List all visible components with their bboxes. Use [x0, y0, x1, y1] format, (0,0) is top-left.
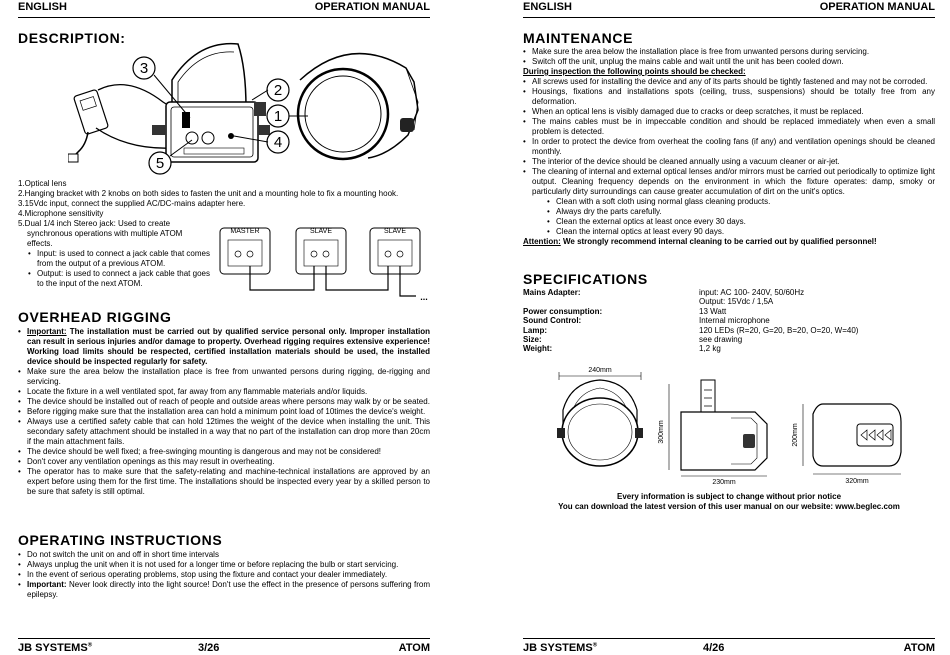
cleaning-item: • Clean the internal optics at least every 90 days.: [547, 227, 935, 237]
attention-note: Attention: We strongly recommend internal cleaning to be carried out by qualified personnel!: [523, 237, 877, 246]
operating-list: [18, 550, 430, 600]
callout-5: 5: [155, 155, 165, 172]
product-illustration: [68, 40, 430, 176]
maintenance-item: • Make sure the area below the installation place is free from unwanted persons during servicing.: [523, 47, 935, 57]
cleaning-item: • Always dry the parts carefully.: [547, 207, 935, 217]
page-footer: [523, 638, 935, 655]
chain-label-slave-1: SLAVE: [309, 228, 333, 235]
callout-2-icon: [252, 79, 289, 101]
footer-page-number: 3/26: [198, 642, 220, 654]
header-language: ENGLISH: [523, 1, 572, 13]
desc-sub-output: • Output: is used to connect a jack cable that goes to the input of the next ATOM.: [28, 269, 210, 289]
callout-2: 2: [273, 82, 283, 99]
spec-row: Lamp: 120 LEDs (R=20, G=20, B=20, O=20, W=40): [523, 325, 859, 335]
dim-top-width: 320mm: [845, 478, 869, 485]
spec-row: Power consumption: 13 Watt: [523, 306, 727, 316]
page-footer: [18, 638, 430, 655]
page-left: [18, 0, 430, 654]
footer-brand: JB SYSTEMS®: [523, 642, 598, 654]
footer-product: ATOM: [903, 642, 935, 654]
footer-page-number: 4/26: [703, 642, 725, 654]
spec-row: Sound Control: Internal microphone: [523, 316, 770, 326]
operating-important: • Important: Never look directly into the light source! Don't use the effect in the presence of persons suffering from epilepsy.: [18, 580, 430, 600]
header-title: OPERATION MANUAL: [819, 1, 935, 13]
description-heading: DESCRIPTION:: [18, 30, 126, 46]
rigging-important: • Important: The installation must be carried out by qualified service personal only. Improper installation can result in serious injuries and/or damage to property. Overhead rigging requires extensive experience! Working load limits should be respected, certified installation materials should be used, the installed device should be inspected regularly for safety.: [18, 327, 430, 367]
callout-1: 1: [273, 108, 283, 125]
maintenance-item: • Switch off the unit, unplug the mains cable and wait until the unit has been cooled down.: [523, 57, 935, 67]
rigging-item: • Don't cover any ventilation openings as this may result in overheating.: [18, 457, 430, 467]
side-view-icon: [658, 380, 767, 486]
callout-4: 4: [273, 134, 283, 151]
spec-row: Size: see drawing: [523, 334, 743, 344]
inspection-heading: During inspection the following points should be checked:: [523, 67, 746, 76]
maintenance-heading: MAINTENANCE: [523, 30, 634, 46]
desc-item-5-cont: synchronous operations with multiple ATOM effects.: [27, 229, 183, 248]
inspection-item: • In order to protect the device from overheat the cooling fans (if any) and ventilation openings should be cleaned monthly.: [523, 137, 935, 157]
page-right: [523, 0, 935, 654]
footer-brand: JB SYSTEMS®: [18, 642, 93, 654]
maintenance-list: [523, 47, 935, 247]
rigging-item: • The device should be well fixed; a free-swinging mounting is dangerous and may not be considered!: [18, 447, 430, 457]
chain-master-icon: [220, 228, 270, 274]
front-view-icon: [557, 367, 643, 466]
inspection-item: • The cleaning of internal and external optical lenses and/or mirrors must be carried out periodically to optimize light output. Cleaning frequency depends on the environment in which the fixture operates: damp, smoky or particularly dirty surroundings can cause greater accumulation of dirt on the unit's optics.: [523, 167, 935, 197]
rigging-item: • The operator has to make sure that the safety-relating and machine-technical installations are approved by an expert before using them for the first time. The installations should be inspected every year by a skilled person to be sure that safety is still optimal.: [18, 467, 430, 497]
inspection-item: • The interior of the device should be cleaned annually using a vacuum cleaner or air-jet.: [523, 157, 935, 167]
notice-download: You can download the latest version of this user manual on our website: www.beglec.com: [558, 502, 900, 511]
spec-row: Mains Adapter: input: AC 100- 240V, 50/60Hz: [523, 288, 805, 297]
page-header: [18, 0, 430, 18]
operating-heading: OPERATING INSTRUCTIONS: [18, 532, 223, 548]
operating-item: • Always unplug the unit when it is not used for a longer time or before replacing the bulb or start servicing.: [18, 560, 430, 570]
header-language: ENGLISH: [18, 1, 67, 13]
dim-side-width: 230mm: [712, 479, 736, 486]
desc-item-3: 3.15Vdc input, connect the supplied AC/DC-mains adapter here.: [18, 199, 246, 208]
rigging-item: • Always use a certified safety cable that can hold 12times the weight of the device when installing the unit. This secondary safety attachment should be installed in a way that no part of the installation can drop more than 20cm if the main attachment fails.: [18, 417, 430, 447]
rigging-item: • Make sure the area below the installation place is free from unwanted persons during rigging, de-rigging and servicing.: [18, 367, 430, 387]
desc-sub-input: • Input: is used to connect a jack cable that comes from the output of a previous ATOM.: [28, 249, 210, 269]
operating-item: • Do not switch the unit on and off in short time intervals: [18, 550, 430, 560]
dim-side-height: 300mm: [658, 420, 665, 444]
rigging-item: • Locate the fixture in a well ventilated spot, far away from any flammable materials and/or liquids.: [18, 387, 430, 397]
device-back-icon: [152, 44, 270, 162]
chain-more: ...: [420, 292, 428, 302]
cleaning-item: • Clean with a soft cloth using normal glass cleaning products.: [547, 197, 935, 207]
dim-top-height: 200mm: [792, 423, 799, 447]
desc-item-5: 5.Dual 1/4 inch Stereo jack: Used to create: [18, 219, 171, 228]
operating-item: • In the event of serious operating problems, stop using the fixture and contact your dealer immediately.: [18, 570, 430, 580]
callout-3: 3: [139, 60, 149, 77]
notice-change: Every information is subject to change without prior notice: [616, 492, 842, 501]
footer-product: ATOM: [398, 642, 430, 654]
rigging-heading: OVERHEAD RIGGING: [18, 309, 172, 325]
rigging-item: • Before rigging make sure that the installation area can hold a minimum point load of 10times the device's weight.: [18, 407, 430, 417]
rigging-list: [18, 327, 430, 497]
page-header: [523, 0, 935, 18]
chain-diagram: [216, 218, 430, 304]
cleaning-item: • Clean the external optics at least once every 30 days.: [547, 217, 935, 227]
rigging-item: • The device should be installed out of reach of people and outside areas where persons may walk by or be seated.: [18, 397, 430, 407]
dim-front-width: 240mm: [588, 367, 612, 374]
desc-item-1: 1.Optical lens: [18, 179, 67, 188]
specifications-heading: SPECIFICATIONS: [523, 271, 648, 287]
chain-label-master: MASTER: [230, 228, 260, 235]
inspection-item: • Housings, fixations and installations spots (ceiling, truss, suspensions) should be totally free from any deformation.: [523, 87, 935, 107]
header-title: OPERATION MANUAL: [314, 1, 430, 13]
inspection-item: • The mains cables must be in impeccable condition and should be replaced immediately when even a small problem is detected.: [523, 117, 935, 137]
inspection-item: • When an optical lens is visibly damaged due to cracks or deep scratches, it must be replaced.: [523, 107, 935, 117]
desc-item-4: 4.Microphone sensitivity: [18, 209, 104, 218]
dimension-drawing: [551, 362, 907, 490]
desc-item-2: 2.Hanging bracket with 2 knobs on both sides to fasten the unit and a mounting hole to fix a mounting hook.: [18, 189, 399, 198]
spec-row: Output: 15Vdc / 1,5A: [699, 297, 774, 307]
spec-row: Weight: 1,2 kg: [523, 344, 721, 354]
specifications-table: [523, 288, 935, 354]
top-view-icon: [792, 404, 901, 485]
inspection-item: • All screws used for installing the device and any of its parts should be tightly fastened and may not be corroded.: [523, 77, 935, 87]
chain-label-slave-2: SLAVE: [383, 228, 407, 235]
chain-slave-2-icon: [370, 228, 420, 274]
chain-slave-1-icon: [296, 228, 346, 274]
